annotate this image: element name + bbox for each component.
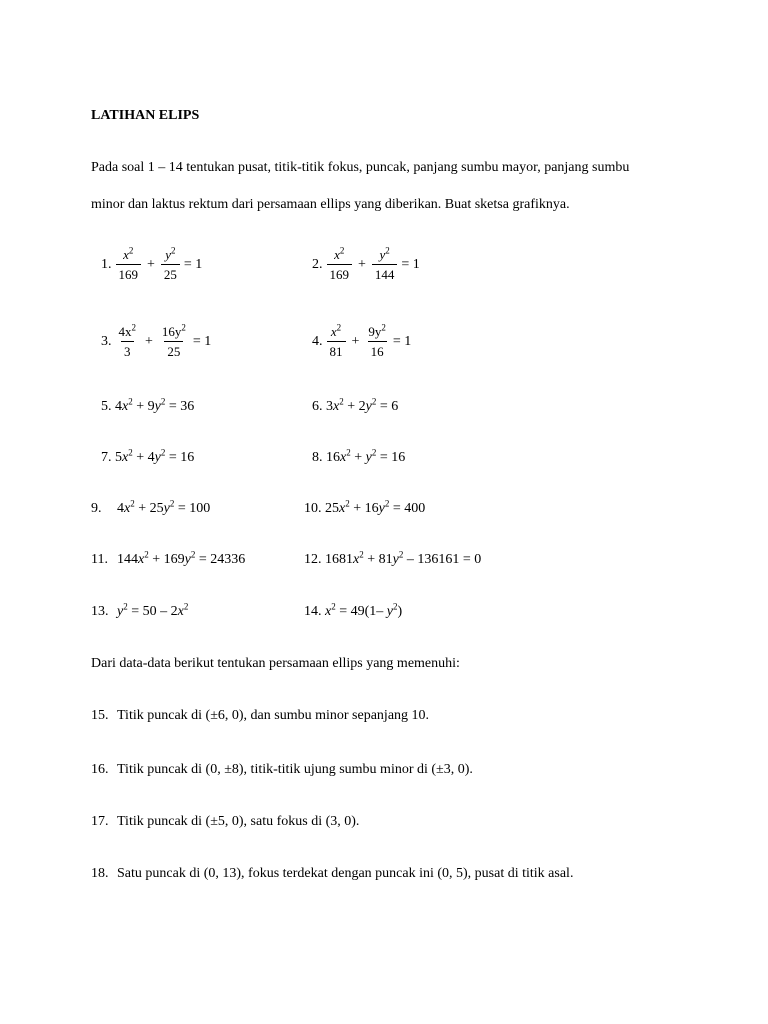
- problem-14: 14. $x^2 = 49(1-$ $y^2$): [304, 601, 403, 619]
- problem-number: 15.: [91, 708, 109, 723]
- problem-text: Titik puncak di (0, ±8), titik-titik ujung sumbu minor di (±3, 0).: [117, 762, 473, 777]
- problem-15: [91, 708, 429, 724]
- problem-text: Titik puncak di (±5, 0), satu fokus di (3, 0).: [117, 814, 360, 829]
- problem-number: 14.: [304, 604, 322, 619]
- fraction: $\frac{x^2}{169}$: [116, 248, 142, 281]
- problem-8: 8. $16x^2 + y^2 = 16$: [312, 447, 406, 465]
- problem-number: 3.: [101, 333, 112, 349]
- problem-number: 5.: [101, 399, 112, 414]
- problem-number: 12.: [304, 552, 322, 567]
- problem-4: 4. $\frac{x^2}{81}$ + $\frac{9y^2}{16}$ = 1: [312, 322, 412, 359]
- problem-3: 3. $\frac{4x^2}{3}$ + $\frac{16y^2}{25}$ = 1: [101, 322, 212, 359]
- problem-18: [91, 866, 573, 882]
- problem-number: 6.: [312, 399, 323, 414]
- problem-16: [91, 762, 473, 778]
- fraction: $\frac{16y^2}{25}$: [161, 322, 186, 359]
- problem-7: 7. $5x^2 + 4y^2 = 16$: [101, 447, 195, 465]
- problem-number: 1.: [101, 256, 112, 272]
- problem-13: 13. $y^2 = 50 - 2x^2$: [91, 601, 189, 619]
- problem-6: 6. $3x^2 + 2y^2 = 6$: [312, 396, 399, 414]
- fraction: $\frac{x^2}{169}$: [327, 248, 353, 281]
- problem-11: 11. $144x^2 + 169y^2 = 24336$: [91, 549, 246, 567]
- problem-number: 2.: [312, 256, 323, 272]
- problem-2: 2. $\frac{x^2}{169}$ + $\frac{y^2}{144}$ = 1: [312, 245, 420, 282]
- problem-number: 9.: [91, 501, 102, 516]
- intro-line-2: minor dan laktus rektum dari persamaan ellips yang diberikan. Buat sketsa grafiknya.: [91, 197, 570, 212]
- problem-5: 5. $4x^2 + 9y^2 = 36$: [101, 396, 195, 414]
- page-title: LATIHAN ELIPS: [91, 108, 200, 123]
- problem-text: Titik puncak di (±6, 0), dan sumbu minor sepanjang 10.: [117, 708, 430, 723]
- problem-number: 8.: [312, 450, 323, 465]
- fraction: $\frac{x^2}{81}$: [327, 325, 346, 358]
- problem-number: 13.: [91, 604, 109, 619]
- problem-text: Satu puncak di (0, 13), fokus terdekat dengan puncak ini (0, 5), pusat di titik asal.: [117, 866, 574, 881]
- fraction: $\frac{4x^2}{3}$: [118, 322, 136, 359]
- problem-17: [91, 814, 359, 830]
- problem-number: 11.: [91, 552, 108, 567]
- problem-number: 10.: [304, 501, 322, 516]
- problem-number: 18.: [91, 866, 109, 881]
- problem-12: 12. $1681x^2 + 81y^2 - 136161 = 0$: [304, 549, 482, 567]
- problem-10: 10. $25x^2 + 16y^2 = 400$: [304, 498, 426, 516]
- problem-number: 17.: [91, 814, 109, 829]
- fraction: $\frac{y^2}{144}$: [372, 248, 398, 281]
- problem-number: 16.: [91, 762, 109, 777]
- problem-9: 9. $4x^2 + 25y^2 = 100$: [91, 498, 211, 516]
- fraction: $\frac{9y^2}{16}$: [368, 322, 386, 359]
- intro-line-1: Pada soal 1 – 14 tentukan pusat, titik-titik fokus, puncak, panjang sumbu mayor, panjang sumbu: [91, 160, 630, 175]
- section-2-intro: Dari data-data berikut tentukan persamaan ellips yang memenuhi:: [91, 656, 460, 671]
- problem-number: 7.: [101, 450, 112, 465]
- problem-number: 4.: [312, 333, 323, 349]
- fraction: $\frac{y^2}{25}$: [161, 248, 180, 281]
- problem-1: 1. $\frac{x^2}{169}$ + $\frac{y^2}{25}$ = 1: [101, 245, 203, 282]
